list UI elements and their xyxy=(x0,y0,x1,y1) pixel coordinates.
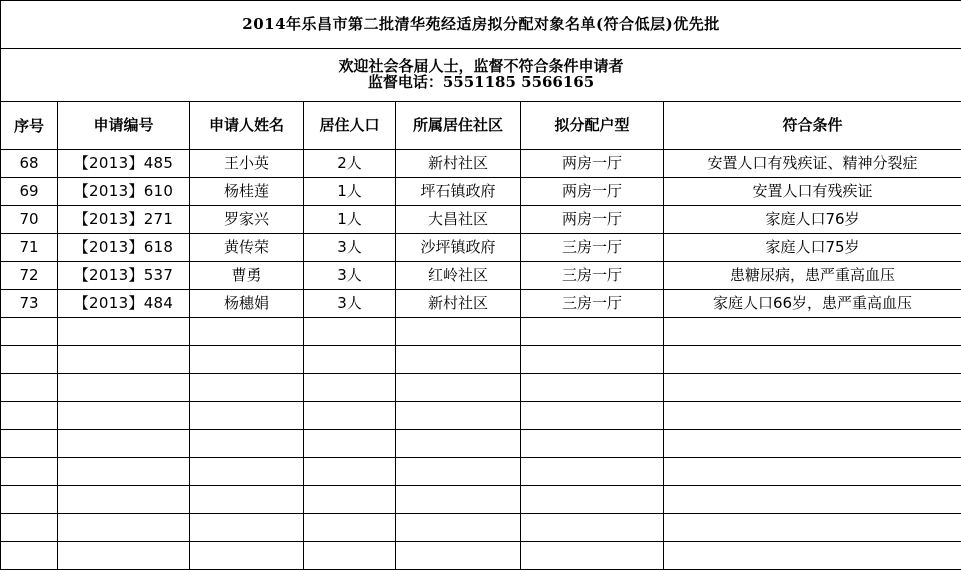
cell-criteria[interactable]: 安置人口有残疾证 xyxy=(664,178,961,206)
empty-cell[interactable] xyxy=(1,458,58,486)
header-cell-unit-type[interactable]: 拟分配户型 xyxy=(521,102,664,150)
empty-cell[interactable] xyxy=(396,318,521,346)
cell-criteria[interactable]: 家庭人口66岁，患严重高血压 xyxy=(664,290,961,318)
empty-cell[interactable] xyxy=(58,430,190,458)
empty-cell[interactable] xyxy=(396,542,521,570)
empty-cell[interactable] xyxy=(304,430,396,458)
empty-cell[interactable] xyxy=(304,346,396,374)
empty-cell[interactable] xyxy=(1,430,58,458)
empty-cell[interactable] xyxy=(664,486,961,514)
table-row xyxy=(1,150,961,178)
cell-community[interactable]: 红岭社区 xyxy=(396,262,521,290)
empty-row xyxy=(1,402,961,430)
cell-household[interactable]: 1人 xyxy=(304,206,396,234)
empty-cell[interactable] xyxy=(190,486,304,514)
empty-cell[interactable] xyxy=(190,430,304,458)
cell-community[interactable]: 新村社区 xyxy=(396,150,521,178)
empty-cell[interactable] xyxy=(58,318,190,346)
empty-cell[interactable] xyxy=(190,402,304,430)
header-row xyxy=(1,102,961,150)
empty-cell[interactable] xyxy=(304,514,396,542)
empty-cell[interactable] xyxy=(521,318,664,346)
cell-unit-type[interactable]: 两房一厅 xyxy=(521,206,664,234)
title-row xyxy=(1,1,961,49)
table-row xyxy=(1,262,961,290)
cell-name[interactable]: 曹勇 xyxy=(190,262,304,290)
cell-criteria[interactable]: 患糖尿病，患严重高血压 xyxy=(664,262,961,290)
empty-row xyxy=(1,514,961,542)
empty-row xyxy=(1,374,961,402)
header-cell-community[interactable]: 所属居住社区 xyxy=(396,102,521,150)
table-row xyxy=(1,178,961,206)
cell-unit-type[interactable]: 三房一厅 xyxy=(521,234,664,262)
cell-criteria[interactable]: 家庭人口76岁 xyxy=(664,206,961,234)
empty-cell[interactable] xyxy=(58,514,190,542)
cell-community[interactable]: 新村社区 xyxy=(396,290,521,318)
empty-cell[interactable] xyxy=(1,318,58,346)
empty-cell[interactable] xyxy=(396,486,521,514)
empty-cell[interactable] xyxy=(521,346,664,374)
cell-criteria[interactable]: 家庭人口75岁 xyxy=(664,234,961,262)
empty-cell[interactable] xyxy=(190,542,304,570)
empty-cell[interactable] xyxy=(304,402,396,430)
empty-cell[interactable] xyxy=(58,542,190,570)
cell-app-no[interactable]: 【2013】618 xyxy=(58,234,190,262)
empty-cell[interactable] xyxy=(190,458,304,486)
empty-cell[interactable] xyxy=(1,346,58,374)
cell-household[interactable]: 1人 xyxy=(304,178,396,206)
cell-app-no[interactable]: 【2013】484 xyxy=(58,290,190,318)
empty-cell[interactable] xyxy=(521,486,664,514)
notice-row xyxy=(1,49,961,102)
notice-line-2: 监督电话：5551185 5566165 xyxy=(367,73,595,91)
cell-seq[interactable]: 69 xyxy=(1,178,58,206)
cell-household[interactable]: 3人 xyxy=(304,290,396,318)
cell-unit-type[interactable]: 两房一厅 xyxy=(521,178,664,206)
empty-row xyxy=(1,458,961,486)
cell-seq[interactable]: 70 xyxy=(1,206,58,234)
table-row xyxy=(1,234,961,262)
empty-cell[interactable] xyxy=(304,486,396,514)
empty-row xyxy=(1,486,961,514)
empty-cell[interactable] xyxy=(58,346,190,374)
empty-cell[interactable] xyxy=(1,486,58,514)
empty-cell[interactable] xyxy=(1,374,58,402)
cell-app-no[interactable]: 【2013】271 xyxy=(58,206,190,234)
cell-name[interactable]: 王小英 xyxy=(190,150,304,178)
cell-household[interactable]: 3人 xyxy=(304,262,396,290)
header-cell-criteria[interactable]: 符合条件 xyxy=(664,102,961,150)
cell-name[interactable]: 杨桂莲 xyxy=(190,178,304,206)
table-row xyxy=(1,290,961,318)
empty-cell[interactable] xyxy=(664,346,961,374)
empty-row xyxy=(1,542,961,570)
sheet-title[interactable]: 2014年乐昌市第二批清华苑经适房拟分配对象名单(符合低层)优先批 xyxy=(1,1,961,49)
cell-household[interactable]: 2人 xyxy=(304,150,396,178)
cell-app-no[interactable]: 【2013】485 xyxy=(58,150,190,178)
empty-cell[interactable] xyxy=(521,374,664,402)
empty-cell[interactable] xyxy=(396,346,521,374)
empty-cell[interactable] xyxy=(396,374,521,402)
cell-seq[interactable]: 71 xyxy=(1,234,58,262)
empty-cell[interactable] xyxy=(58,374,190,402)
empty-cell[interactable] xyxy=(190,346,304,374)
notice-cell[interactable] xyxy=(1,49,961,102)
cell-name[interactable]: 杨穗娟 xyxy=(190,290,304,318)
empty-cell[interactable] xyxy=(664,514,961,542)
header-cell-name[interactable]: 申请人姓名 xyxy=(190,102,304,150)
empty-cell[interactable] xyxy=(521,542,664,570)
empty-cell[interactable] xyxy=(396,458,521,486)
empty-row xyxy=(1,430,961,458)
empty-cell[interactable] xyxy=(664,402,961,430)
cell-unit-type[interactable]: 三房一厅 xyxy=(521,262,664,290)
empty-cell[interactable] xyxy=(396,430,521,458)
empty-cell[interactable] xyxy=(304,374,396,402)
empty-cell[interactable] xyxy=(58,458,190,486)
empty-row xyxy=(1,318,961,346)
empty-cell[interactable] xyxy=(664,374,961,402)
cell-name[interactable]: 罗家兴 xyxy=(190,206,304,234)
empty-cell[interactable] xyxy=(1,542,58,570)
empty-cell[interactable] xyxy=(58,402,190,430)
cell-seq[interactable]: 73 xyxy=(1,290,58,318)
cell-seq[interactable]: 72 xyxy=(1,262,58,290)
empty-cell[interactable] xyxy=(664,430,961,458)
cell-community[interactable]: 坪石镇政府 xyxy=(396,178,521,206)
empty-cell[interactable] xyxy=(58,486,190,514)
cell-household[interactable]: 3人 xyxy=(304,234,396,262)
empty-cell[interactable] xyxy=(521,458,664,486)
empty-cell[interactable] xyxy=(664,458,961,486)
cell-seq[interactable]: 68 xyxy=(1,150,58,178)
notice-line-1: 欢迎社会各届人士，监督不符合条件申请者 xyxy=(338,57,624,76)
empty-cell[interactable] xyxy=(396,514,521,542)
cell-community[interactable]: 大昌社区 xyxy=(396,206,521,234)
empty-cell[interactable] xyxy=(1,402,58,430)
cell-app-no[interactable]: 【2013】610 xyxy=(58,178,190,206)
empty-cell[interactable] xyxy=(1,514,58,542)
cell-unit-type[interactable]: 两房一厅 xyxy=(521,150,664,178)
empty-cell[interactable] xyxy=(304,318,396,346)
empty-row xyxy=(1,346,961,374)
header-cell-app-no[interactable]: 申请编号 xyxy=(58,102,190,150)
empty-cell[interactable] xyxy=(664,542,961,570)
header-cell-household[interactable]: 居住人口 xyxy=(304,102,396,150)
empty-cell[interactable] xyxy=(304,458,396,486)
empty-cell[interactable] xyxy=(521,514,664,542)
cell-criteria[interactable]: 安置人口有残疾证、精神分裂症 xyxy=(664,150,961,178)
cell-app-no[interactable]: 【2013】537 xyxy=(58,262,190,290)
empty-cell[interactable] xyxy=(396,402,521,430)
empty-cell[interactable] xyxy=(190,374,304,402)
empty-cell[interactable] xyxy=(190,514,304,542)
empty-cell[interactable] xyxy=(664,318,961,346)
header-cell-seq[interactable]: 序号 xyxy=(1,102,58,150)
empty-cell[interactable] xyxy=(521,402,664,430)
cell-name[interactable]: 黄传荣 xyxy=(190,234,304,262)
cell-community[interactable]: 沙坪镇政府 xyxy=(396,234,521,262)
empty-cell[interactable] xyxy=(190,318,304,346)
table-row xyxy=(1,206,961,234)
empty-cell[interactable] xyxy=(304,542,396,570)
cell-unit-type[interactable]: 三房一厅 xyxy=(521,290,664,318)
empty-cell[interactable] xyxy=(521,430,664,458)
